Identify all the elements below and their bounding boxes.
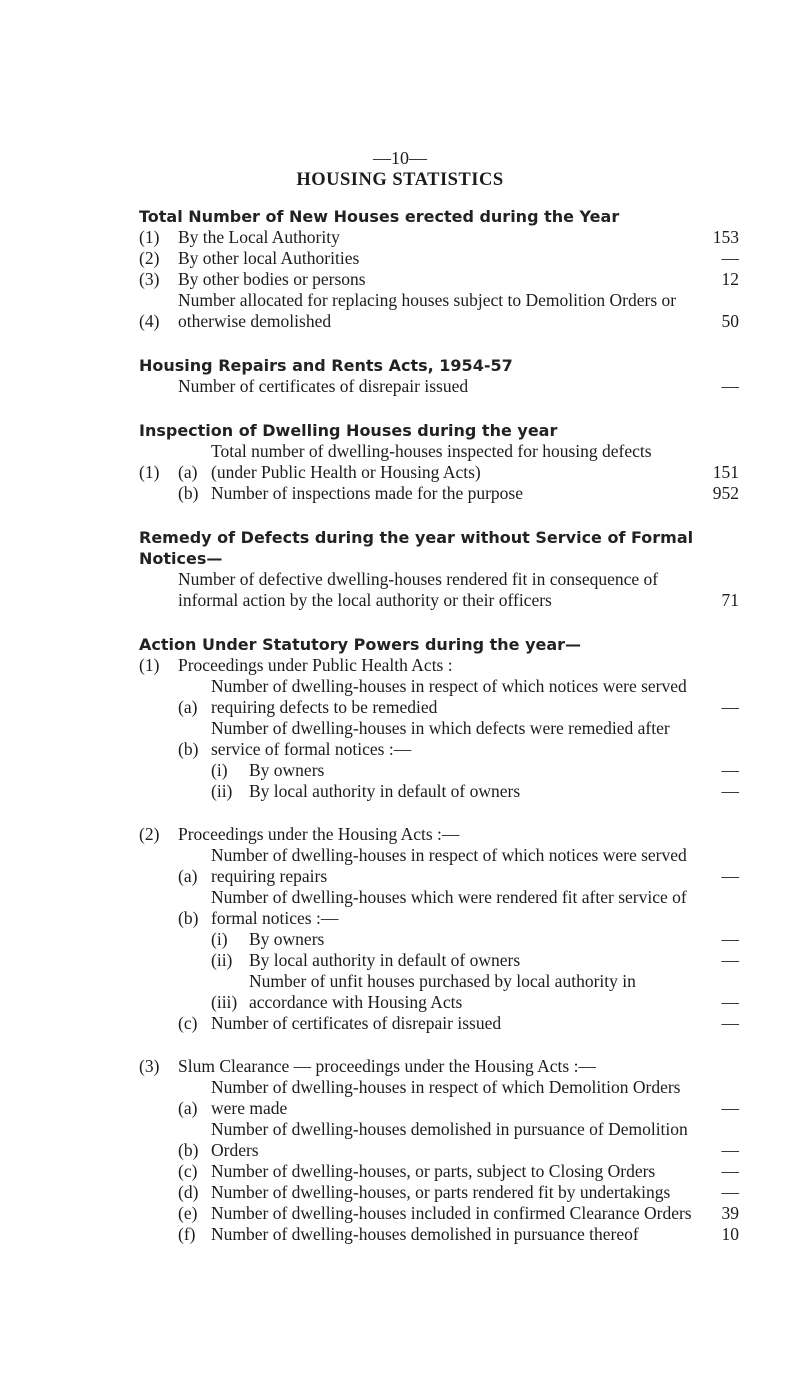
list-item [178, 887, 739, 929]
list-item [211, 760, 739, 781]
item-text: By local authority in default of owners [249, 781, 521, 801]
item-roman: (ii) [211, 950, 233, 970]
item-value: — [721, 248, 739, 268]
item-text: Number allocated for replacing houses subject to Demolition Orders or otherwise demolished [178, 290, 677, 331]
document-body [139, 206, 739, 1268]
list-item [178, 1077, 739, 1119]
list-item [139, 227, 739, 248]
section-heading: Housing Repairs and Rents Acts, 1954-57 [139, 356, 513, 375]
item-text: Proceedings under the Housing Acts :— [178, 824, 460, 844]
item-value: — [721, 781, 739, 801]
item-value: — [721, 1013, 739, 1033]
item-text: Number of certificates of disrepair issued [178, 376, 469, 396]
item-letter: (a) [178, 866, 198, 886]
item-value: — [721, 992, 739, 1012]
item-roman: (iii) [211, 992, 238, 1012]
item-number: (1) [139, 655, 160, 675]
list-item [139, 290, 739, 332]
item-text: Number of inspections made for the purpose [211, 483, 524, 503]
item-value: 151 [712, 462, 739, 482]
section-heading: Remedy of Defects during the year without Service of Formal Notices— [139, 528, 694, 568]
item-number: (4) [139, 311, 160, 331]
list-item [178, 1224, 739, 1245]
item-number: (1) [139, 462, 160, 482]
item-text: Number of defective dwelling-houses rendered fit in consequence of informal action by the local authority or their officers [178, 569, 659, 610]
item-value: 12 [721, 269, 739, 289]
item-letter: (a) [178, 697, 198, 717]
item-letter: (b) [178, 1140, 199, 1160]
new-houses-section [139, 206, 739, 332]
item-roman: (i) [211, 929, 228, 949]
remedy-section [139, 527, 739, 611]
item-value: — [721, 866, 739, 886]
item-number: (2) [139, 248, 160, 268]
item-number: (3) [139, 269, 160, 289]
section-heading: Inspection of Dwelling Houses during the year [139, 421, 558, 440]
inspection-section [139, 420, 739, 504]
list-item [178, 845, 739, 887]
list-item [178, 718, 739, 760]
item-value: 39 [721, 1203, 739, 1223]
item-value: 71 [721, 590, 739, 610]
list-item [178, 1161, 739, 1182]
item-roman: (ii) [211, 781, 233, 801]
list-item [178, 483, 739, 504]
list-item [178, 1119, 739, 1161]
item-text: Number of certificates of disrepair issued [211, 1013, 502, 1033]
item-text: Number of dwelling-houses, or parts, subject to Closing Orders [211, 1161, 656, 1181]
item-roman: (i) [211, 760, 228, 780]
item-text: Number of dwelling-houses which were rendered fit after service of formal notices :— [211, 887, 687, 928]
item-number: (3) [139, 1056, 160, 1076]
item-text: Slum Clearance — proceedings under the Housing Acts :— [178, 1056, 596, 1076]
section-heading: Total Number of New Houses erected during the Year [139, 207, 620, 226]
item-number: (1) [139, 227, 160, 247]
action-section [139, 634, 739, 1245]
item-letter: (c) [178, 1161, 198, 1181]
subsection-title [139, 655, 739, 676]
item-value: — [721, 1161, 739, 1181]
item-text: Number of dwelling-houses, or parts rendered fit by undertakings [211, 1182, 671, 1202]
item-text: By owners [249, 760, 325, 780]
item-value: 10 [721, 1224, 739, 1244]
item-value: 153 [712, 227, 739, 247]
item-text: By local authority in default of owners [249, 950, 521, 970]
item-text: Proceedings under Public Health Acts : [178, 655, 453, 675]
item-letter: (a) [178, 462, 198, 482]
item-value: — [721, 697, 739, 717]
item-letter: (b) [178, 908, 199, 928]
item-letter: (b) [178, 739, 199, 759]
page-title: HOUSING STATISTICS [296, 170, 504, 190]
page-number: —10— [373, 148, 427, 168]
item-value: — [721, 1182, 739, 1202]
item-text: Number of unfit houses purchased by local authority in accordance with Housing Acts [249, 971, 636, 1012]
list-item [211, 971, 739, 1013]
section-heading: Action Under Statutory Powers during the year— [139, 635, 582, 654]
item-value: — [721, 376, 739, 396]
list-item [178, 676, 739, 718]
list-item [178, 1203, 739, 1224]
item-value: — [721, 1140, 739, 1160]
item-text: By other local Authorities [178, 248, 360, 268]
item-text: By the Local Authority [178, 227, 340, 247]
list-item [211, 929, 739, 950]
list-item [178, 376, 739, 397]
item-letter: (f) [178, 1224, 196, 1244]
item-value: — [721, 760, 739, 780]
item-value: — [721, 1098, 739, 1118]
subsection-title [139, 1056, 739, 1077]
item-letter: (e) [178, 1203, 198, 1223]
item-value: 952 [712, 483, 739, 503]
list-item [178, 1013, 739, 1034]
item-letter: (b) [178, 483, 199, 503]
item-letter: (c) [178, 1013, 198, 1033]
list-item [139, 269, 739, 290]
item-text: Total number of dwelling-houses inspected for housing defects (under Public Health or Housing Acts) [211, 441, 652, 482]
item-text: Number of dwelling-houses in respect of which notices were served requiring defects to be remedied [211, 676, 687, 717]
list-item [211, 950, 739, 971]
list-item [178, 1182, 739, 1203]
item-text: By owners [249, 929, 325, 949]
item-text: Number of dwelling-houses included in confirmed Clearance Orders [211, 1203, 692, 1223]
item-value: — [721, 929, 739, 949]
list-item [211, 781, 739, 802]
item-text: Number of dwelling-houses in respect of which notices were served requiring repairs [211, 845, 687, 886]
list-item [139, 248, 739, 269]
item-text: By other bodies or persons [178, 269, 366, 289]
item-value: — [721, 950, 739, 970]
list-item [178, 569, 739, 611]
item-text: Number of dwelling-houses in respect of which Demolition Orders were made [211, 1077, 681, 1118]
subsection-title [139, 824, 739, 845]
item-letter: (d) [178, 1182, 199, 1202]
item-text: Number of dwelling-houses in which defects were remedied after service of formal notices :— [211, 718, 670, 759]
repairs-rents-section [139, 355, 739, 397]
list-item [139, 441, 739, 483]
item-number: (2) [139, 824, 160, 844]
item-text: Number of dwelling-houses demolished in pursuance thereof [211, 1224, 639, 1244]
item-text: Number of dwelling-houses demolished in pursuance of Demolition Orders [211, 1119, 688, 1160]
item-value: 50 [721, 311, 739, 331]
item-letter: (a) [178, 1098, 198, 1118]
